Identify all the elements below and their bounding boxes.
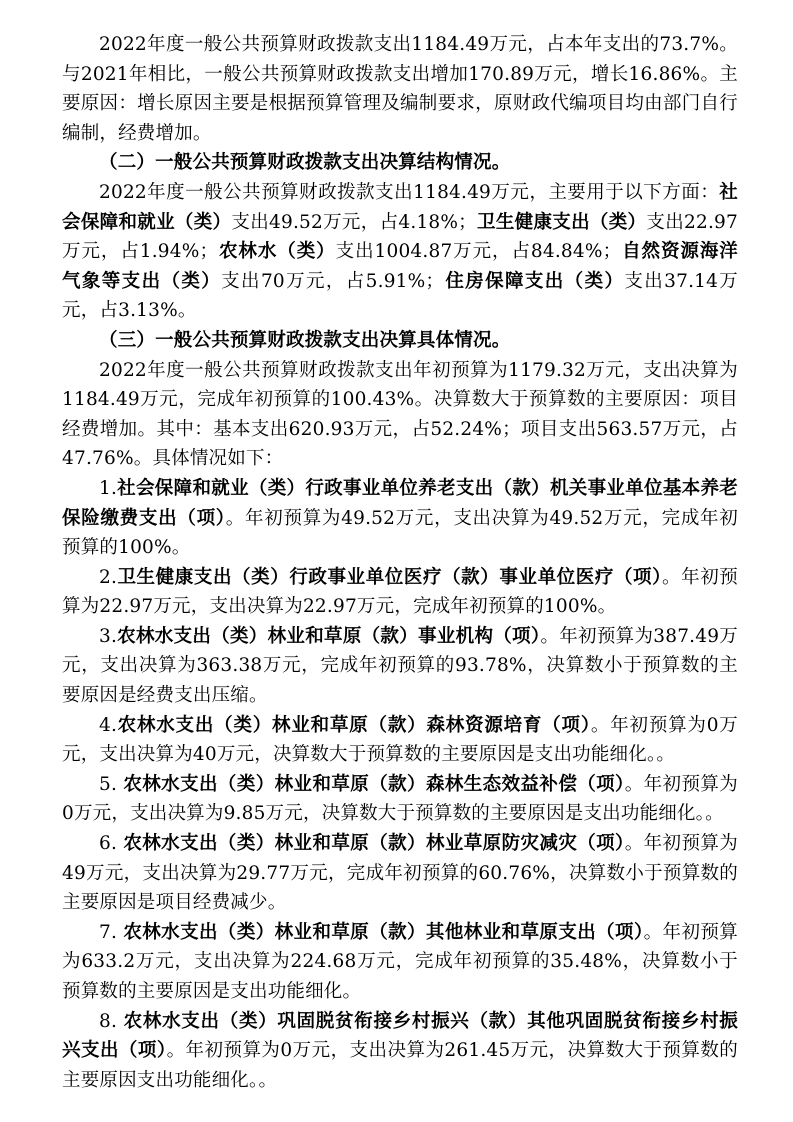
item-2 [62, 563, 738, 622]
bold-text-segment: 农林水支出（类）林业和草原（款）森林资源培育（项） [117, 714, 591, 736]
text-segment: 2022年度一般公共预算财政拨款支出1184.49万元，占本年支出的73.7%。与2021年相比，一般公共预算财政拨款支出增加170.89万元，增长16.86%。主要原因：增长原因主要是根据预算管理及编制要求，原财政代编项目均由部门自行编制，经费增加。 [62, 34, 738, 144]
text-segment: 7. [99, 921, 124, 943]
bold-text-segment: 社会保障和就业（类） [62, 181, 738, 233]
bold-text-segment: 农林水支出（类）林业和草原（款）事业机构（项） [117, 625, 541, 647]
para-details-summary [62, 356, 738, 474]
text-segment: 1. [99, 477, 118, 499]
bold-text-segment: 住房保障支出（类） [444, 270, 625, 292]
bold-text-segment: 农林水支出（类）林业和草原（款）森林生态效益补偿（项） [123, 773, 625, 795]
heading-details [62, 326, 738, 356]
text-segment: 。年初预算为22.97万元，支出决算为22.97万元，完成年初预算的100%。 [62, 566, 738, 618]
text-segment: 8. [99, 1010, 124, 1032]
text-segment: 5. [99, 773, 124, 795]
item-6 [62, 829, 738, 918]
bold-text-segment: 农林水支出（类）巩固脱贫衔接乡村振兴（款）其他巩固脱贫衔接乡村振兴支出（项） [62, 1010, 738, 1062]
text-segment: 支出49.52万元，占4.18%； [231, 211, 477, 233]
item-3 [62, 622, 738, 711]
bold-text-segment: 社会保障和就业（类）行政事业单位养老支出（款）机关事业单位基本养老保险缴费支出（项） [62, 477, 738, 529]
text-segment: 。年初预算为387.49万元，支出决算为363.38万元，完成年初预算的93.78%，决算数小于预算数的主要原因是经费支出压缩。 [62, 625, 738, 707]
text-segment: 。年初预算为49.52万元，支出决算为49.52万元，完成年初预算的100%。 [62, 507, 738, 559]
text-segment: 。年初预算为0万元，支出决算为9.85万元，决算数大于预算数的主要原因是支出功能细化。。 [62, 773, 738, 825]
text-segment: 支出1004.87万元，占84.84%； [335, 241, 622, 263]
text-segment: 。年初预算为0万元，支出决算为40万元，决算数大于预算数的主要原因是支出功能细化。。 [62, 714, 738, 766]
text-segment: 。年初预算为49万元，支出决算为29.77万元，完成年初预算的60.76%，决算数小于预算数的主要原因是项目经费减少。 [62, 833, 738, 914]
bold-text-segment: 自然资源海洋气象等支出（类） [62, 241, 739, 292]
text-segment: 。年初预算为0万元，支出决算为261.45万元，决算数大于预算数的主要原因支出功能细化。。 [62, 1040, 738, 1091]
text-segment: 3. [99, 625, 118, 647]
heading-structure [62, 148, 738, 178]
text-segment: 2022年度一般公共预算财政拨款支出1184.49万元，主要用于以下方面： [99, 181, 720, 203]
text-segment: 支出37.14万元，占3.13%。 [62, 270, 738, 322]
text-segment: 4. [99, 714, 118, 736]
item-5 [62, 770, 738, 829]
bold-text-segment: （三）一般公共预算财政拨款支出决算具体情况。 [99, 329, 511, 351]
bold-text-segment: 卫生健康支出（类） [476, 211, 647, 233]
bold-text-segment: 卫生健康支出（类）行政事业单位医疗（款）事业单位医疗（项） [117, 566, 662, 588]
text-segment: 支出22.97万元，占1.94%； [62, 211, 738, 263]
bold-text-segment: （二）一般公共预算财政拨款支出决算结构情况。 [99, 152, 511, 174]
text-segment: 支出70万元，占5.91%； [221, 270, 445, 292]
text-segment: 。年初预算为633.2万元，支出决算为224.68万元，完成年初预算的35.48%，决算数小于预算数的主要原因是支出功能细化。 [62, 921, 738, 1002]
document-page [62, 30, 738, 1095]
text-segment: 6. [99, 833, 124, 855]
text-segment: 2022年度一般公共预算财政拨款支出年初预算为1179.32万元，支出决算为1184.49万元，完成年初预算的100.43%。决算数大于预算数的主要原因：项目经费增加。其中：基本支出620.93万元，占52.24%；项目支出563.57万元，占47.76%。具体情况如下： [62, 359, 738, 470]
bold-text-segment: 农林水支出（类）林业和草原（款）林业草原防灾减灾（项） [123, 833, 625, 855]
bold-text-segment: 农林水（类） [218, 241, 336, 263]
para-total-expenditure [62, 30, 738, 148]
text-segment: 2. [99, 566, 118, 588]
para-structure [62, 178, 738, 326]
item-4 [62, 711, 738, 770]
item-8 [62, 1007, 738, 1096]
item-7 [62, 918, 738, 1007]
bold-text-segment: 农林水支出（类）林业和草原（款）其他林业和草原支出（项） [123, 921, 644, 943]
item-1 [62, 474, 738, 563]
